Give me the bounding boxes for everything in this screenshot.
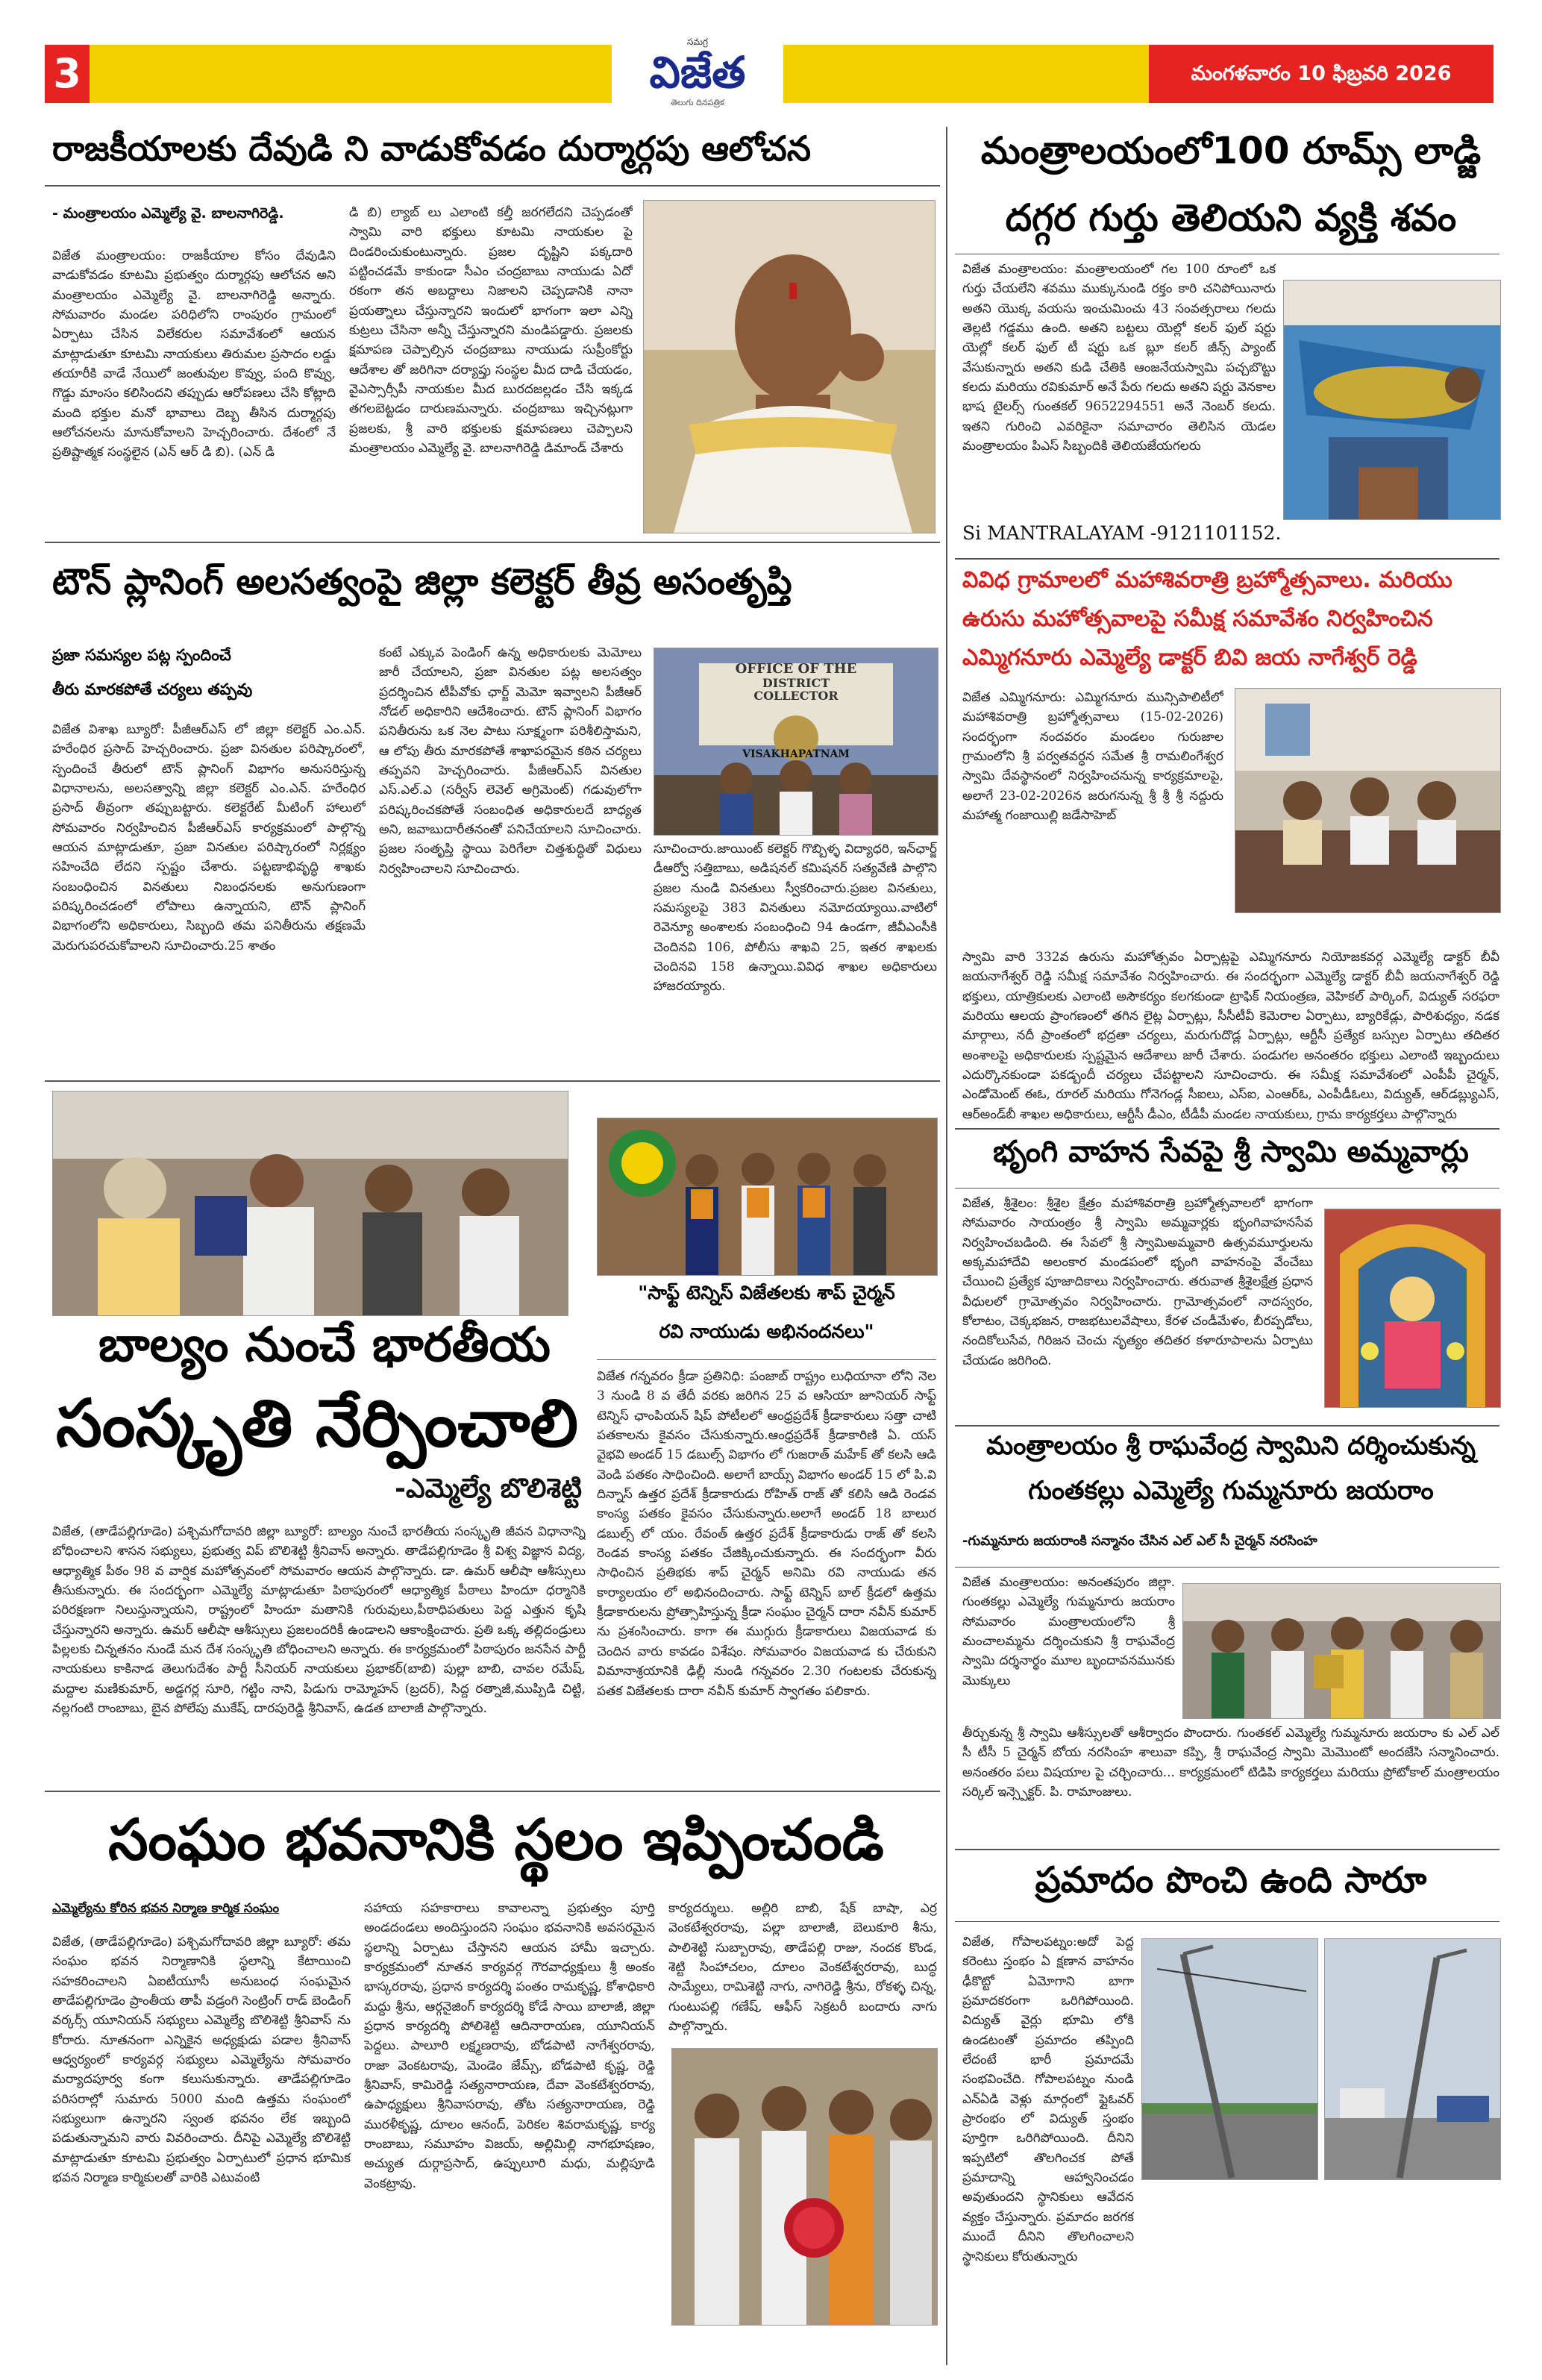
- b2-red-headline3: ఎమ్మిగనూరు ఎమ్మెల్యే డాక్టర్ బివి జయ నాగేశ్వర్ రెడ్డి: [962, 645, 1417, 671]
- b4-rule: [955, 1567, 1499, 1568]
- a1-headline: రాజకీయాలకు దేవుడి ని వాడుకోవడం దుర్మార్గపు ఆలోచన: [52, 128, 812, 169]
- page-number: 3: [45, 45, 90, 103]
- a4-photo-tennis: [597, 1118, 938, 1276]
- a3-headline2: సంస్కృతి నేర్పించాలి: [56, 1385, 578, 1462]
- b4-bottom-rule: [955, 1849, 1499, 1850]
- b2-red-headline2: ఉరుసు మహోత్సవాలపై సమీక్ష సమావేశం నిర్వహించిన: [962, 606, 1433, 632]
- b4-col1: విజేత మంత్రాలయం: అనంతపురం జిల్లా. గుంతకల్లు ఎమ్మెల్యే గుమ్మనూరు జయరాం సోమవారం మంత్రాలయంలోని శ్రీ మంచాలమ్మను దర్శించుకుని శ్రీ రాఘవేంద్ర స్వామి దర్శనార్థం మూల బృందావనమునకు మొక్కులు: [962, 1575, 1175, 1688]
- b1-body: విజేత మంత్రాలయం: మంత్రాలయంలో గల 100 రూంలో ఒక గుర్తు చేయలేని శవము ముక్కునుండి రక్తం కారి చనిపోయినారు అతని యొక్క వయసు ఇంచుమించు 43 సంవత్సరాలు గలదు తెల్లటి గడ్డము ఉంది. అతని బట్టలు యెల్లో కలర్ ఫుల్ షర్టు యెల్లో కలర్ ఫుల్ టీ షర్టు ఒక బ్లూ కలర్ జీన్స్ ప్యాంట్ వేసుకున్నారు అతని కుడి చేతికి ఆంజనేయస్వామి పచ్చబొట్టు కలదు మరియు రవికుమార్ అనే పేరు గలదు అతని షర్టు వెనకాల భాష టైలర్స్ గుంతకల్ 9652294551 అనే నెంబర్ కలదు. ఇతని గురించి ఎవరికైనా సమాచారం తెలిసిన యెడల మంత్రాలయం పిఎస్ సిబ్బందికి తెలియజేయగలరు: [962, 262, 1276, 454]
- a5-col3: కార్యదర్శులు. అల్లిరి బాబి, షేక్ బాషా, ఎర్ర వెంకటేశ్వరరావు, పల్లా బాలాజీ, బెలుకూరి శీను, పాలిశెట్టి సుబ్బారావు, తాడేపల్లి రాజు, నందక కొండ, శెట్టి సింహాచలం, దూలం వెంకటేశ్వరరావు, బుద్ధ సామ్యేలు, రామిశెట్టి నాగు, నాగిరెడ్డి శ్రీను, రోకళ్ళ చిన్న, గుంటుపల్లి గణేష్, ఆఫీస్ సెక్రటరీ బందారు నాగు పాల్గొన్నారు.: [668, 1901, 937, 2035]
- a3-photo-felicitation: [52, 1091, 568, 1316]
- b1-headline2: దగ్గర గుర్తు తెలియని వ్యక్తి శవం: [1005, 196, 1457, 239]
- a5-headline: సంఘం భవనానికి స్థలం ఇప్పించండి: [108, 1806, 884, 1873]
- a5-photo-meeting: [671, 2048, 938, 2326]
- b3-photo-deity: [1324, 1209, 1501, 1408]
- a2-top-rule: [45, 542, 940, 543]
- a3-headline1: బాల్యం నుంచే భారతీయ: [98, 1318, 551, 1373]
- a2-photo-collector: [654, 648, 938, 836]
- b1-photo-body: [1283, 280, 1501, 520]
- b1-contact: Si MANTRALAYAM -9121101152.: [962, 522, 1282, 544]
- b5-headline: ప్రమాదం పొంచి ఉంది సారూ: [1035, 1859, 1427, 1901]
- b4-sub: -గుమ్మనూరు జయరాంకి సన్మానం చేసిన ఎల్ ఎల్ సీ చైర్మన్ నరసింహ: [962, 1533, 1317, 1549]
- a4-caption2: రవి నాయుడు అభినందనలు": [659, 1321, 874, 1342]
- b3-rule: [955, 1188, 1499, 1189]
- column-divider: [946, 127, 947, 2365]
- b1-bottom-rule: [955, 558, 1499, 560]
- b4-headline1: మంత్రాలయం శ్రీ రాఘవేంద్ర స్వామిని దర్శించుకున్న: [986, 1431, 1476, 1461]
- date-box: మంగళవారం 10 ఫిబ్రవరి 2026: [1149, 45, 1494, 103]
- b5-body: విజేత, గోపాలపట్నం:అదో పెద్ద కరెంటు స్తంభం ఏ క్షణాన వాహనం ఢీకొట్టో ఏమోగాని బాగా ప్రమాదకరంగా ఒరిగిపోయింది. విద్యుత్ వైర్లు భూమి లోకి ఉండటంతో ప్రమాదం తప్పింది లేదంటే భారీ ప్రమాదమే సంభవించేది. గోపాలపట్నం నుండి ఎన్ఏడి వెళ్లు మార్గంలో ఫ్లైఓవర్ ప్రారంభం లో విద్యుత్ స్తంభం పూర్తిగా ఒరిగిపోయింది. దీనిని ఇప్పటిలో తొలగించక పోతే ప్రమాదాన్ని ఆహ్వానించడం అవుతుందని స్థానికులు ఆవేదన వ్యక్తం చేస్తున్నారు. ప్రమాదం జరగక ముందే దీనిని తొలగించాలని స్థానికులు కోరుతున్నారు: [962, 1935, 1134, 2264]
- masthead-sub: తెలుగు దినపత్రిక: [671, 98, 724, 107]
- b5-pad: [1141, 2182, 1499, 2190]
- a3-top-rule: [45, 1080, 940, 1082]
- a5-col2: సహాయ సహకారాలు కావాలన్నా ప్రభుత్వం పూర్తి అండదండలు అందిస్తుందని సంఘం భవనానికి అవసరమైన స్థలాన్ని ఏర్పాటు చేస్తానని ఆయన హామీ ఇచ్చారు. కార్యక్రమంలో నూతన కార్యవర్గ గౌరవాధ్యక్షులు శ్రీ అంకం భాస్కరరావు, ప్రధాన కార్యదర్శి పంతం రామకృష్ణ, కోశాధికారి మద్దు శ్రీను, ఆర్గనైజింగ్ కార్యదర్శి కోడే సాయి బాలాజీ, జిల్లా ప్రధాన కార్యదర్శి పోలిశెట్టి ఆదినారాయణ, యూనియన్ పెద్దలు. పాలూరి లక్ష్మణరావు, బోడపాటి నాగేశ్వరరావు, రాజా వెంకటరావు, మెండెం జేమ్స్, బోడపాటి కృష్ణ, రెడ్డి శ్రీనివాస్, కామిరెడ్డి సత్యనారాయణ, దేవా వెంకటేశ్వరరావు, ఉపాధ్యక్షులు శ్రీనివాసరావు, తోట సత్యనారాయణ, రెడ్డి మురళీకృష్ణ, దూలం ఆనంద్, పెరికల శివరామకృష్ణ, కార్య రాంబాబు, సమూహం విజయ్, అల్లిమిల్లి నాగభూషణం, అచ్యుత దుర్గాప్రసాద్, ఉప్పులూరి మధు, మల్లిపూడి వెంకట్రావు.: [364, 1901, 655, 2191]
- a1-photo-mla: [643, 200, 935, 533]
- a2-sub1: ప్రజా సమస్యల పట్ల స్పందించే: [52, 646, 231, 664]
- b2-red-headline1: వివిధ గ్రామాలలో మహాశివరాత్రి బ్రహ్మోత్సవాలు. మరియు: [962, 567, 1452, 593]
- masthead-tag: సమగ్ర: [686, 37, 709, 47]
- a3-body: విజేత, (తాడేపల్లిగూడెం) పశ్చిమగోదావరి జిల్లా బ్యూరో: బాల్యం నుంచే భారతీయ సంస్కృతి జీవన విధానాన్ని బోధించాలని శాసన సభ్యులు, ప్రభుత్వ విప్ బొలిశెట్టి శ్రీనివాస్ అన్నారు. తాడేపల్లిగూడెం శ్రీ విశ్వ విజ్ఞాన విద్య, ఆధ్యాత్మిక పీఠం 98 వ వార్షిక మహోత్సవంలో సోమవారం ఆయన పాల్గొన్నారు. డా. ఉమర్ ఆలీషా ఆశీస్సులు తీసుకున్నారు. ఈ సందర్భంగా ఎమ్మెల్యే మాట్లాడుతూ పిఠాపురంలో ఆధ్యాత్మిక పీఠాలు హిందూ ధర్మానికి పరిరక్షణగా నిలుస్తున్నాయని, రాష్ట్రంలో హిందూ మతానికి గురువులు,పీఠాధిపతులు పెద్ద ఎత్తున కృషి చేస్తున్నారని అన్నారు. ఉమర్ ఆలీషా ఆశీస్సులు ప్రజలందరికీ ఉండాలని ఆకాంక్షించారు. ప్రతి ఒక్క తల్లిదండ్రులు పిల్లలకు చిన్నతనం నుండే మన దేశ సంస్కృతి బోధించాలని అన్నారు. ఈ కార్యక్రమంలో పిఠాపురం జనసేన పార్టీ నాయకులు కాకినాడ తెలుగుదేశం పార్టీ సీనియర్ నాయకులు ప్రభాకర్(బాబి) పుల్లా బాబి, చావల రమేష్, మద్దాల మణికుమార్, అడ్డగర్ల సూరి, గట్టిం నాని, పిడుగు రామ్మోహన్ (బ్రదర్), సిద్ద రత్నాజీ,ముప్పిడి చిట్టి, నల్లగంటి రాంబాబు, బైన పోలేపు ముకేష్, దారపురెడ్డి శ్రీనివాస్, ఉడత బాలాజీ పాల్గొన్నారు.: [52, 1524, 586, 1717]
- a1-byline: - మంత్రాలయం ఎమ్మెల్యే వై. బాలనాగిరెడ్డి.: [52, 205, 284, 222]
- a2-col2: కంటే ఎక్కువ పెండింగ్ ఉన్న అధికారులకు మెమోలు జారీ చేయాలని, ప్రజా వినతుల పట్ల అలసత్వం ప్రదర్శించిన టీపీవోకు ఛార్జ్ మెమో ఇవ్వాలని పీజీఆర్ నోడల్ అధికారిని ఆదేశించారు. టౌన్ ప్లానింగ్ విభాగం పనితీరును ఒక నెల పాటు సూక్ష్మంగా పరిశీలిస్తామని, ఆ లోపు తీరు మారకపోతే శాఖాపరమైన కఠిన చర్యలు తప్పవని హెచ్చరించారు. పీజీఆర్ఎస్ వినతుల ఎస్.ఎల్.ఎ (సర్వీస్ లెవెల్ అగ్రిమెంట్) గడువులోగా పరిష్కరించకపోతే సంబంధిత అధికారులదే బాధ్యత అని, జవాబుదారీతనంతో పనిచేయాలని సూచించారు. ప్రజల సంతృప్తి స్థాయి పెరిగేలా చిత్తశుద్ధితో విధులు నిర్వహించాలని సూచించారు.: [379, 645, 642, 877]
- b2-bottom-rule: [955, 1128, 1499, 1130]
- b3-bottom-rule: [955, 1425, 1499, 1427]
- b1-headline1: మంత్రాలయంలో100 రూమ్స్ లాడ్జి: [980, 129, 1482, 172]
- b5-photo-pole1: [1141, 1938, 1318, 2180]
- b4-headline2: గుంతకల్లు ఎమ్మెల్యే గుమ్మనూరు జయరాం: [1028, 1476, 1434, 1506]
- a4-rule: [597, 1359, 936, 1360]
- a5-top-rule: [45, 1791, 940, 1792]
- b2-photo-meeting: [1235, 688, 1501, 913]
- a4-caption1: "సాఫ్ట్ టెన్నిస్ విజేతలకు శాప్ చైర్మన్: [638, 1282, 895, 1303]
- a2-sign-line3: VISAKHAPATNAM: [742, 748, 850, 760]
- masthead: విజేత: [649, 47, 746, 98]
- a1-col1: విజేత మంత్రాలయం: రాజకీయాల కోసం దేవుడిని వాడుకోవడం కూటమి ప్రభుత్వం దుర్మార్గపు ఆలోచన అని మంత్రాలయం ఎమ్మెల్యే వై. బాలనాగిరెడ్డి అన్నారు. సోమవారం మండల పరిధిలోని రాంపురం గ్రామంలో ఏర్పాటు చేసిన విలేకరుల సమావేశంలో ఆయన మాట్లాడుతూ కూటమి నాయకులు తిరుమల ప్రసాదం లడ్డు తయారీకి వాడే నేయిలో జంతువుల కొవ్వు, పంది కొవ్వు, గొడ్డు మాంసం కలిసిందని తప్పుడు ఆరోపణలు చేసి కోట్లాది మంది భక్తుల మనో భావాలు దెబ్బ తీసిన దుర్మార్గపు ఆలోచనలను మానుకోవాలని హెచ్చరించారు. దేశంలో నే ప్రతిష్టాత్మక సంస్థలైన (ఎన్ ఆర్ డి బి). (ఎన్ డి: [52, 248, 336, 460]
- b5-photo-pole2: [1324, 1938, 1501, 2180]
- a5-col1: విజేత, (తాడేపల్లిగూడెం) పశ్చిమగోదావరి జిల్లా బ్యూరో: తమ సంఘం భవన నిర్మాణానికి స్థలాన్ని కేటాయించి సహకరించాలని ఏఐటీయూసీ అనుబంధ సంఘమైన తాడేపల్లిగూడెం ప్రాంతీయ తాపీ వడ్రంగి సెంట్రింగ్ రాడ్ బెండింగ్ వర్కర్స్ యూనియన్ సభ్యులు ఎమ్మెల్యే బొలిశెట్టి శ్రీనివాస్ ను కోరారు. నూతనంగా ఎన్నికైన అధ్యక్షుడు పడాల శ్రీనివాస్ ఆధ్వర్యంలో కార్యవర్గ సభ్యులు ఎమ్మెల్యేను సోమవారం మర్యాదపూర్వ కంగా కలుసుకున్నారు. తాడేపల్లిగూడెం పరిసరాల్లో సుమారు 5000 మంది ఉత్తమ సంఘంలో సభ్యులుగా ఉన్నారని స్వంత భవనం లేక ఇబ్బంది పడుతున్నామని వారు వివరించారు. దీనిపై ఎమ్మెల్యే బొలిశెట్టి మాట్లాడుతూ కూటమి ప్రభుత్వం ఏర్పాటులో ప్రధాన భూమిక భవన నిర్మాణ కార్మికులతో వారికి ఎటువంటి: [52, 1935, 351, 2186]
- a2-col1: విజేత విశాఖ బ్యూరో: పీజీఆర్ఎస్ లో జిల్లా కలెక్టర్ ఎం.ఎన్. హరేంధిర ప్రసాద్ హెచ్చరించారు. ప్రజా వినతుల పరిష్కారంలో, స్పందించే తీరులో టౌన్ ప్లానింగ్ విభాగం అనుసరిస్తున్న విధానాలను, అలసత్వాన్ని జిల్లా కలెక్టర్ ఎం.ఎన్. హరేంధిర ప్రసాద్ తీవ్రంగా తప్పుబట్టారు. కలెక్టరేట్ మీటింగ్ హాలులో సోమవారం నిర్వహించిన పీజీఆర్ఎస్ కార్యక్రమంలో పాల్గొన్న ఆయన మాట్లాడుతూ, ప్రజా వినతుల పరిష్కారంలో నిర్లక్ష్యం సహించేది లేదని స్పష్టం చేశారు. పట్టణాభివృద్ధి శాఖకు సంబంధించిన వినతులు నిబంధనలకు అనుగుణంగా పరిష్కరించడంలో లోపాలు ఉన్నాయని, టౌన్ ప్లానింగ్ విభాగంలోని అధికారులు, సిబ్బంది తమ పనితీరును తక్షణమే మెరుగుపరచుకోవాలని సూచించారు.25 శాతం: [52, 722, 366, 953]
- b4-rest: తీర్చుకున్న శ్రీ స్వామి ఆశీస్సులతో ఆశీర్వాదం పొందారు. గుంతకల్ ఎమ్మెల్యే గుమ్మనూరు జయరాం కు ఎల్ ఎల్ సీ టీసీ 5 చైర్మన్ బోయ నరసింహ శాలువా కప్పి, శ్రీ రాఘవేంద్ర స్వామి మెమొంటో అందజేసి సన్మానించారు. అనంతరం పలు విషయాల పై చర్చించారు... కార్యక్రమంలో టిడిపి కార్యకర్తలు మరియు ప్రోటోకాల్ మంత్రాలయం సర్కిల్ ఇన్స్పెక్టర్. పి. రామాంజులు.: [962, 1726, 1499, 1800]
- b3-headline: భృంగి వాహన సేవపై శ్రీ స్వామి అమ్మవార్లు: [993, 1135, 1469, 1169]
- a2-sign-line1: OFFICE OF THE: [735, 661, 857, 677]
- b2-col1: విజేత ఎమ్మిగనూరు: ఎమ్మిగనూరు మున్సిపాలిటీలో మహాశివరాత్రి బ్రహ్మోత్సవాలు (15-02-2026) సందర్భంగా నందవరం మండలం గురుజాల గ్రామంలోని శ్రీ పర్వతవర్ధన సమేత శ్రీ రామలింగేశ్వర స్వామి దేవస్థానంలో నిర్వహించనున్న కార్యక్రమాలపై, అలాగే 23-02-2026న జరుగనున్న శ్రీ శ్రీ శ్రీ నద్దురు మహాత్మ గంజాయిల్లి జడేసాహెబ్: [962, 690, 1223, 824]
- a2-sign-line2: DISTRICT COLLECTOR: [753, 675, 839, 704]
- a2-headline: టౌన్ ప్లానింగ్ అలసత్వంపై జిల్లా కలెక్టర్ తీవ్ర అసంతృప్తి: [52, 561, 792, 603]
- a5-sub: ఎమ్మెల్యేను కోరిన భవన నిర్మాణ కార్మిక సంఘం: [52, 1901, 280, 1916]
- b3-body: విజేత, శ్రీశైలం: శ్రీశైల క్షేత్రం మహాశివరాత్రి బ్రహ్మోత్సవాలలో భాగంగా సోమవారం సాయంత్రం శ్రీ స్వామి అమ్మవార్లకు భృంగివాహనసేవ నిర్వహించబడింది. ఈ సేవలో శ్రీ స్వామిఅమ్మవారి ఉత్సవమూర్తులను అక్కమహాదేవి అలంకార మండపంలో భృంగి వాహనంపై వేంచేబు చేయించి ప్రత్యేక పూజాదికాలు నిర్వహించారు. తరువాత శ్రీశైలక్షేత్ర ప్రధాన వీధులలో గ్రామోత్సవం నిర్వహించారు. గ్రామోత్సవంలో నాదస్వరం, కోలాటం, చెక్కభజన, రాజభటులవేషాలు, కేరళ చండీమేళం, బీరప్పడోలు, నందికోలుసేవ, గిరిజన చెంచు నృత్యం తదితర కళారూపాలను ఏర్పాటు చేయడం జరిగింది.: [962, 1196, 1313, 1368]
- b2-rest: స్వామి వారి 332వ ఉరుసు మహోత్సవం ఏర్పాట్లపై ఎమ్మిగనూరు నియోజకవర్గ ఎమ్మెల్యే డాక్టర్ బీవీ జయనాగేశ్వర్ రెడ్డి సమీక్ష సమావేశం నిర్వహించారు. ఈ సందర్భంగా ఎమ్మెల్యే డాక్టర్ బీవీ జయనాగేశ్వర్ రెడ్డి భక్తులు, యాత్రికులకు ఎలాంటి అసౌకర్యం కలగకుండా ట్రాఫిక్ నియంత్రణ, వెహికల్ పార్కింగ్, విద్యుత్ సరఫరా మరియు ఆలయ ప్రాంగణంలో తగిన లైట్ల ఏర్పాట్లు, సీసీటీవీ కెమెరాల ఏర్పాటు, బ్యారికేడ్లు, పారిశుధ్యం, నడక మార్గాలు, నదీ ప్రాంతంలో భద్రతా చర్యలు, మరుగుదొడ్ల ఏర్పాట్లు, ఆర్టీసీ ప్రత్యేక బస్సుల ఏర్పాటు తదితర అంశాలపై అధికారులకు స్పష్టమైన ఆదేశాలు జారీ చేశారు. పండుగల అనంతరం భక్తులు ఎలాంటి ఇబ్బందులు ఎదుర్కొనకుండా పకడ్బందీ చర్యలు చేపట్టాలని సూచించారు. ఈ సమీక్ష సమావేశంలో ఎంపీపీ చైర్మన్, ఎండోమెంట్ ఈఓ, రూరల్ మరియు గోనెగండ్ల సీఐలు, ఎస్ఐ, ఎంఆర్ఓ, ఎంపీడీఓలు, విద్యుత్, ఆర్‌డబ్ల్యుఎస్, ఆర్‌అండ్‌బీ శాఖల అధికారులు, ఆర్టీసీ డీఎం, టీడీపీ మండల నాయకులు, గ్రామ కార్యకర్తలు పాల్గొన్నారు: [962, 950, 1499, 1122]
- a2-col3: సూచించారు.జాయింట్ కలెక్టర్ గొబ్బిళ్ళ విద్యాధరి, ఇన్‌ఛార్జ్ డీఆర్వో సత్తిబాబు, అడిషనల్ కమిషనర్ సత్యవేణి పాల్గొని ప్రజల నుండి వినతులు స్వీకరించారు.ప్రజల వినతులు, సమస్యలపై 383 వినతులు నమోదయ్యాయి.వాటిలో రెవెన్యూ అంశాలకు సంబంధించి 94 ఉండగా, జీవీఎంసీకి చెందినవి 106, పోలీసు శాఖవి 25, ఇతర శాఖలకు చెందినవి 158 ఉన్నాయి.వివిధ శాఖల అధికారులు హాజరయ్యారు.: [654, 842, 937, 995]
- b5-rule: [955, 1921, 1499, 1922]
- a1-rule: [45, 185, 940, 187]
- a4-body: విజేత గన్నవరం క్రీడా ప్రతినిధి: పంజాబ్ రాష్ట్రం లుధియానా లోని నెల 3 నుండి 8 వ తేదీ వరకు జరిగిన 25 వ ఆసియా జూనియర్ సాఫ్ట్ టెన్నిస్ ఛాంపియన్ షిప్ పోటీలలో ఆంధ్రప్రదేశ్ క్రీడాకారులు సత్తా చాటి పతకాలను కైవసం చేసుకున్నారు.ఆంధ్రప్రదేశ్ క్రీడాకారిణి ఏ. యస్ వైభవి అండర్ 15 డబుల్స్ విభాగం లో గుజరాత్ మహేక్ తో కలసి ఆడి వెండి పతకం సాధించింది. అలాగే బాయ్స్ విభాగం అండర్ 15 లో పి.వి దిన్నాస్ ఉత్తర ప్రదేశ్ క్రీడాకారుడు రోహిత్ రాజ్ తో కలిసి ఆడి రెండవ కాంస్య పతకం కైవసం చేసుకున్నారు.అలాగే అండర్ 18 బాలుర డబుల్స్ లో యం. రేవంత్ ఉత్తర ప్రదేశ్ క్రీడాకారుడు రాజ్ తో కలసి రెండవ కాంస్య పతకం చేజిక్కించుకున్నారు. ఈ సందర్భంగా వీరు సాధించిన ప్రతిభకు శాప్ చైర్మన్ అనిమి రవి నాయుడు తన కార్యాలయం లో అభినందించారు. సాఫ్ట్ టెన్నిస్ బాల్ క్రీడలో ఉత్తమ క్రీడాకారులను ప్రోత్సాహిస్తున్న క్రీడా సంఘం చైర్మన్ దారా నవీన్ కుమార్ ను ప్రశంసించారు. కాగా ఈ ముగ్గురు క్రీడాకారులు విజయవాడ కు చెందిన వారు కావడం విశేషం. సోమవారం విజయవాడ కు చేరుకుని విమానాశ్రయానికి ఢిల్లీ నుండి గన్నవరం 2.30 గంటలకు చేరుకున్న పతక విజేతలకు దారా నవీన్ కుమార్ స్వాగతం పలికారు.: [597, 1369, 936, 1699]
- masthead-box: [612, 36, 783, 116]
- a1-col2: డి బి) ల్యాబ్ లు ఎలాంటి కల్తీ జరగలేదని చెప్పడంతో స్వామి వారి భక్తులు కూటమి నాయకుల పై దిండరించుకుంటున్నారు. ప్రజల దృష్టిని పక్కదారి పట్టించడమే కాకుండా సీఎం చంద్రబాబు నాయుడు ఏదో రకంగా తన అబద్దాలు నిజాలని చెప్పడానికి నానా ప్రయత్నాలు చేస్తున్నారని ఇందులో భాగంగా ఇలా ఎన్ని కుట్రలు చేసినా అన్నీ చేస్తున్నారని మండిపడ్డారు. ప్రజలకు క్షమాపణ చెప్పాల్సిన చంద్రబాబు నాయుడు సుప్రీంకోర్టు ఆదేశాల తో జరిగినా దర్యాప్తు సంస్థల మీద దాడి చేయడం, వైఎస్సార్సీపీ నాయకుల మీద బురదజల్లడం చేసి ఇక్కడ తగలబెట్టడం దారుణమన్నారు. చంద్రబాబు ఇచ్చినట్లుగా ప్రజలకు, శ్రీ వారి భక్తులకు క్షమాపణలు చెప్పాలని మంత్రాలయం ఎమ్మెల్యే వై. బాలనాగిరెడ్డి డిమాండ్ చేశారు: [349, 205, 633, 457]
- b4-photo-honour: [1182, 1583, 1501, 1719]
- a2-sub2: తీరు మారకపోతే చర్యలు తప్పవు: [52, 680, 253, 698]
- a3-byline: -ఎమ్మెల్యే బొలిశెట్టి: [395, 1474, 582, 1504]
